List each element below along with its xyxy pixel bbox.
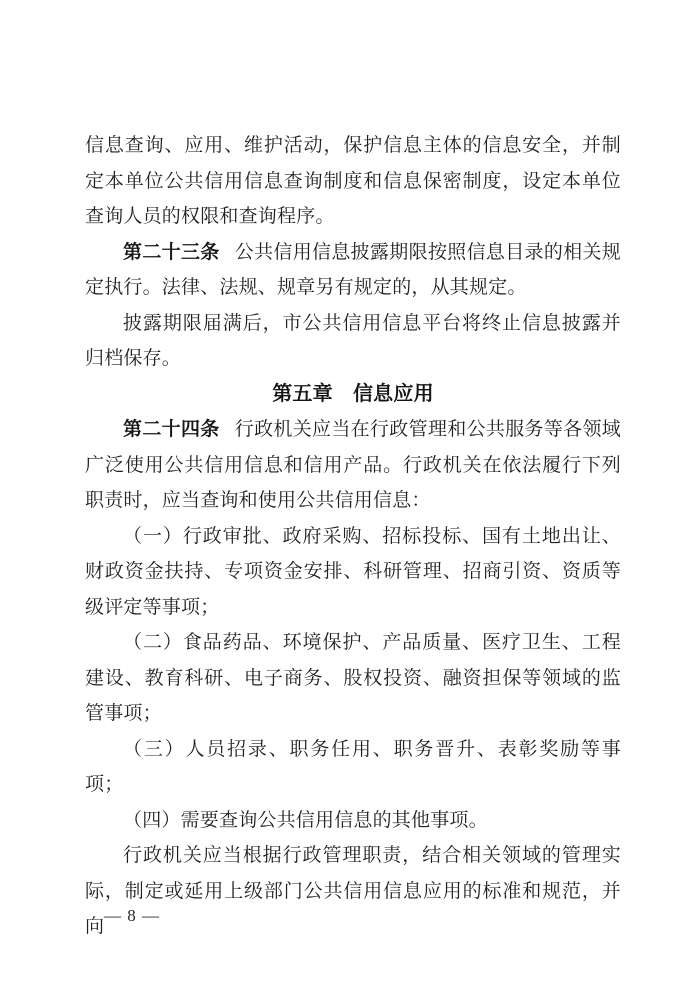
page-number: — 8 — <box>104 906 160 925</box>
list-item-1-paragraph: （一）行政审批、政府采购、招标投标、国有土地出让、财政资金扶持、专项资金安排、科研管理、招商引资、资质等级评定等事项； <box>85 525 621 618</box>
document-text-block <box>85 128 621 945</box>
chapter-5-heading: 第五章 信息应用 <box>272 382 434 405</box>
article-23-text: 公共信用信息披露期限按照信息目录的相关规定执行。法律、法规、规章另有规定的，从其规定。 <box>85 241 621 298</box>
body-paragraph-continuation: 信息查询、应用、维护活动，保护信息主体的信息安全，并制定本单位公共信用信息查询制度和信息保密制度，设定本单位查询人员的权限和查询程序。 <box>85 135 621 227</box>
article-24-text: 行政机关应当在行政管理和公共服务等各领域广泛使用公共信用信息和信用产品。行政机关在依法履行下列职责时，应当查询和使用公共信用信息： <box>85 419 621 511</box>
article-23-paragraph <box>85 235 621 306</box>
list-item-4-paragraph: （四）需要查询公共信用信息的其他事项。 <box>123 809 488 831</box>
list-item-2-paragraph: （二）食品药品、环境保护、产品质量、医疗卫生、工程建设、教育科研、电子商务、股权投资、融资担保等领域的监管事项； <box>85 632 621 724</box>
article-23-number: 第二十三条 <box>123 241 220 263</box>
list-item-3-paragraph: （三）人员招录、职务任用、职务晋升、表彰奖励等事项； <box>85 738 621 795</box>
article-24-paragraph <box>85 412 621 519</box>
article-24-number: 第二十四条 <box>123 419 220 440</box>
body-paragraph-disclosure-expiry: 披露期限届满后，市公共信用信息平台将终止信息披露并归档保存。 <box>85 312 621 369</box>
body-paragraph-standards: 行政机关应当根据行政管理职责，结合相关领域的管理实际，制定或延用上级部门公共信用信息应用的标准和规范，并向 <box>85 845 621 937</box>
